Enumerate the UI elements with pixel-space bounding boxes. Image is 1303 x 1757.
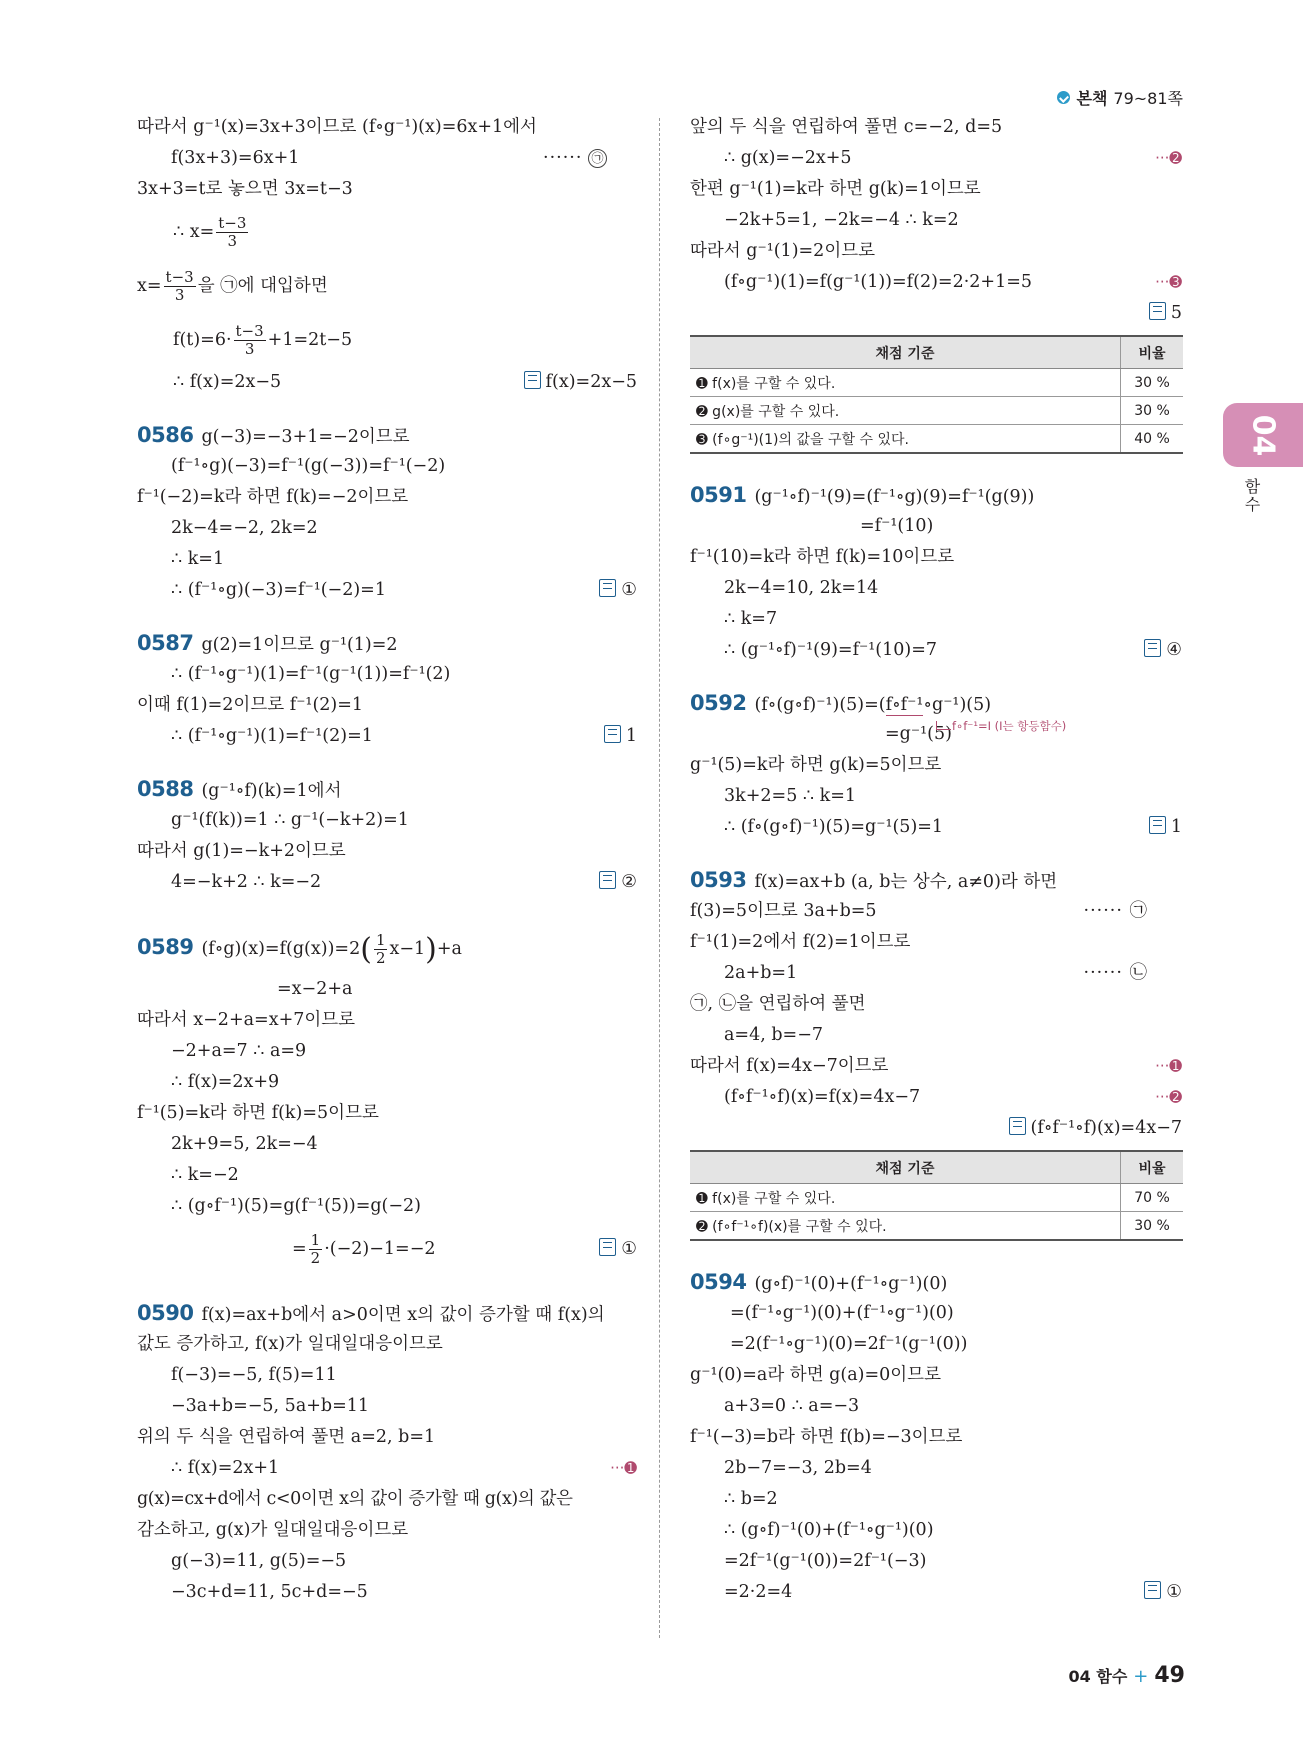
answer: f(x)=2x−5 xyxy=(524,367,637,398)
fraction: $\frac{t-3}{3}$ xyxy=(235,322,264,358)
page-number: 49 xyxy=(1154,1663,1185,1688)
equation-line: 3k+2=5 ∴ k=1 xyxy=(724,786,856,806)
text-line: 3x+3=t로 놓으면 3x=t−3 xyxy=(137,179,353,199)
page-footer xyxy=(1069,1663,1185,1688)
equation-line: g⁻¹(f(k))=1 ∴ g⁻¹(−k+2)=1 xyxy=(171,810,409,830)
text-line: 따라서 g⁻¹(x)=3x+3이므로 (f∘g⁻¹)(x)=6x+1에서 xyxy=(137,117,537,137)
equation-line: = $\frac{1}{2}$ ·(−2)−1=−2 ① xyxy=(137,1222,637,1276)
footer-separator: + xyxy=(1133,1666,1149,1687)
equation-line: ∴ g(x)=−2x+5 ···➋ xyxy=(690,143,1182,174)
annotation: f∘f⁻¹=I (I는 항등함수) xyxy=(952,711,1066,742)
problem-number: 0593 xyxy=(690,868,747,892)
column-divider xyxy=(659,118,660,1638)
text-line: f⁻¹(10)=k라 하면 f(k)=10이므로 xyxy=(690,547,955,567)
step-marker: ···➋ xyxy=(1155,149,1182,167)
answer-icon xyxy=(524,371,541,389)
equation-line: −3a+b=−5, 5a+b=11 xyxy=(171,1396,370,1416)
text-line: 따라서 x−2+a=x+7이므로 xyxy=(137,1010,356,1030)
equation-tag: ······ ㉠ xyxy=(1083,901,1148,921)
fraction: $\frac{1}{2}$ xyxy=(375,931,386,967)
problem-0590: 0590 f(x)=ax+b에서 a>0이면 x의 값이 증가할 때 f(x)의 xyxy=(137,1301,605,1325)
text-line: 이때 f(1)=2이므로 f⁻¹(2)=1 xyxy=(137,695,364,715)
text-line: 감소하고, g(x)가 일대일대응이므로 xyxy=(137,1520,409,1540)
text-line: g(x)=cx+d에서 c<0이면 x의 값이 증가할 때 g(x)의 값은 xyxy=(137,1489,573,1509)
grading-table xyxy=(690,335,1183,454)
equation-line: ∴ (g∘f⁻¹)(5)=g(f⁻¹(5))=g(−2) xyxy=(171,1196,422,1216)
equation-line: f(t)=6· $\frac{t-3}{3}$ +1=2t−5 xyxy=(173,322,353,358)
equation-line: =2(f⁻¹∘g⁻¹)(0)=2f⁻¹(g⁻¹(0)) xyxy=(730,1334,968,1354)
problem-number: 0590 xyxy=(137,1301,194,1325)
problem-0593: 0593 f(x)=ax+b (a, b는 상수, a≠0)라 하면 xyxy=(690,868,1058,892)
text-line: f⁻¹(−2)=k라 하면 f(k)=−2이므로 xyxy=(137,487,409,507)
equation-line: ∴ k=7 xyxy=(724,609,778,629)
equation-line: =(f⁻¹∘g⁻¹)(0)+(f⁻¹∘g⁻¹)(0) xyxy=(730,1303,954,1323)
book-label: 본책 xyxy=(1076,89,1108,108)
problem-number: 0592 xyxy=(690,691,747,715)
fraction: $\frac{t-3}{3}$ xyxy=(165,268,194,304)
problem-number: 0591 xyxy=(690,483,747,507)
chapter-tab-label: 함수 xyxy=(1242,478,1261,514)
text-line: f⁻¹(5)=k라 하면 f(k)=5이므로 xyxy=(137,1103,379,1123)
text-line: x= $\frac{t-3}{3}$ 을 ㉠에 대입하면 xyxy=(137,268,328,304)
equation-line: 2k−4=−2, 2k=2 xyxy=(171,518,318,538)
problem-0586: 0586 g(−3)=−3+1=−2이므로 xyxy=(137,423,410,447)
text-line: 한편 g⁻¹(1)=k라 하면 g(k)=1이므로 xyxy=(690,179,981,199)
equation-line: ∴ k=−2 xyxy=(171,1165,239,1185)
equation-line: (f∘g⁻¹)(1)=f(g⁻¹(1))=f(2)=2·2+1=5 ···➌ xyxy=(690,267,1182,298)
step-marker: ···➊ xyxy=(610,1459,637,1477)
text-line: ㉠, ㉡을 연립하여 풀면 xyxy=(690,994,866,1014)
problem-0591: 0591 (g⁻¹∘f)⁻¹(9)=(f⁻¹∘g)(9)=f⁻¹(g(9)) xyxy=(690,483,1035,507)
equation-line: ∴ f(x)=2x+9 xyxy=(171,1072,280,1092)
problem-0588: 0588 (g⁻¹∘f)(k)=1에서 xyxy=(137,777,342,801)
answer: (f∘f⁻¹∘f)(x)=4x−7 xyxy=(1009,1113,1182,1144)
check-circle-icon xyxy=(1057,91,1070,104)
problem-number: 0586 xyxy=(137,423,194,447)
text-line: f⁻¹(−3)=b라 하면 f(b)=−3이므로 xyxy=(690,1427,963,1447)
grading-table xyxy=(690,1150,1183,1241)
equation-line: ∴ (g⁻¹∘f)⁻¹(9)=f⁻¹(10)=7 ④ xyxy=(690,635,1182,666)
text-line: f⁻¹(1)=2에서 f(2)=1이므로 xyxy=(690,932,911,952)
answer: ④ xyxy=(1144,635,1182,666)
problem-0594: 0594 (g∘f)⁻¹(0)+(f⁻¹∘g⁻¹)(0) xyxy=(690,1270,948,1294)
problem-number: 0588 xyxy=(137,777,194,801)
equation-line: ∴ (g∘f)⁻¹(0)+(f⁻¹∘g⁻¹)(0) xyxy=(724,1520,934,1540)
fraction: $\frac{t-3}{3}$ xyxy=(218,214,247,250)
text-line: 따라서 g⁻¹(1)=2이므로 xyxy=(690,241,876,261)
text-line: 따라서 f(x)=4x−7이므로 ···➊ xyxy=(690,1051,1182,1082)
text-line: g⁻¹(5)=k라 하면 g(k)=5이므로 xyxy=(690,755,942,775)
answer-icon xyxy=(599,1238,616,1256)
equation-line: −2k+5=1, −2k=−4 ∴ k=2 xyxy=(724,210,959,230)
chapter-tab: 04 xyxy=(1223,403,1303,467)
table-header: 채점 기준 xyxy=(690,1151,1121,1184)
answer: ① xyxy=(1144,1577,1182,1608)
table-header: 비율 xyxy=(1121,336,1184,369)
equation-line: 4=−k+2 ∴ k=−2 ② xyxy=(137,867,637,898)
equation-line: ∴ (f⁻¹∘g⁻¹)(1)=f⁻¹(g⁻¹(1))=f⁻¹(2) xyxy=(171,664,451,684)
answer-icon xyxy=(599,579,616,597)
table-row: ➋ g(x)를 구할 수 있다. 30 % xyxy=(690,397,1183,425)
equation-line: ∴ (f⁻¹∘g)(−3)=f⁻¹(−2)=1 ① xyxy=(137,575,637,606)
text-line: 따라서 g(1)=−k+2이므로 xyxy=(137,841,346,861)
right-column xyxy=(690,112,1182,1608)
equation-line: =g⁻¹(5) f∘f⁻¹=I (I는 항등함수) xyxy=(690,719,1182,750)
answer-icon xyxy=(1009,1117,1026,1135)
equation-line: f(3x+3)=6x+1 ······ ㉠ xyxy=(137,143,637,174)
left-column xyxy=(137,112,637,1608)
text-line: 값도 증가하고, f(x)가 일대일대응이므로 xyxy=(137,1334,443,1354)
equation-line: =x−2+a xyxy=(277,979,353,999)
answer-icon xyxy=(599,871,616,889)
equation-line: −2+a=7 ∴ a=9 xyxy=(171,1041,307,1061)
equation-line: ∴ f(x)=2x+1 ···➊ xyxy=(137,1453,637,1484)
equation-line: ∴ (f∘(g∘f)⁻¹)(5)=g⁻¹(5)=1 1 xyxy=(690,812,1182,843)
equation-tag: ······ ㉠ xyxy=(543,143,607,174)
text-line: 위의 두 식을 연립하여 풀면 a=2, b=1 xyxy=(137,1427,436,1447)
table-row: ➌ (f∘g⁻¹)(1)의 값을 구할 수 있다. 40 % xyxy=(690,425,1183,454)
page-range: 79~81쪽 xyxy=(1113,89,1183,108)
problem-0587: 0587 g(2)=1이므로 g⁻¹(1)=2 xyxy=(137,631,398,655)
equation-tag: ······ ㉡ xyxy=(1083,963,1148,983)
answer: ① xyxy=(599,1222,637,1276)
answer: 1 xyxy=(604,721,637,752)
answer-line xyxy=(690,298,1182,329)
step-marker: ···➊ xyxy=(1155,1057,1182,1075)
equation-line: 2k+9=5, 2k=−4 xyxy=(171,1134,318,1154)
table-row: ➋ (f∘f⁻¹∘f)(x)를 구할 수 있다. 30 % xyxy=(690,1212,1183,1241)
step-marker: ···➌ xyxy=(1155,273,1182,291)
equation-line: a+3=0 ∴ a=−3 xyxy=(724,1396,860,1416)
text-line: f(3)=5이므로 3a+b=5 ······ ㉠ xyxy=(690,896,1182,927)
problem-number: 0589 xyxy=(137,935,194,959)
answer: ② xyxy=(599,867,637,898)
problem-number: 0594 xyxy=(690,1270,747,1294)
answer-icon xyxy=(1144,639,1161,657)
step-marker: ···➋ xyxy=(1155,1088,1182,1106)
equation-line: g(−3)=11, g(5)=−5 xyxy=(171,1551,347,1571)
equation-line: =f⁻¹(10) xyxy=(860,516,934,536)
equation-line: ∴ (f⁻¹∘g⁻¹)(1)=f⁻¹(2)=1 1 xyxy=(137,721,637,752)
equation-line: =2·2=4 ① xyxy=(690,1577,1182,1608)
problem-number: 0587 xyxy=(137,631,194,655)
footer-chapter: 04 함수 xyxy=(1068,1667,1128,1686)
equation-line: 2b−7=−3, 2b=4 xyxy=(724,1458,872,1478)
answer: 5 xyxy=(1149,298,1182,329)
equation-line: 2k−4=10, 2k=14 xyxy=(724,578,879,598)
table-row: ➊ f(x)를 구할 수 있다. 70 % xyxy=(690,1184,1183,1212)
answer-icon xyxy=(604,725,621,743)
answer-icon xyxy=(1149,302,1166,320)
answer-line xyxy=(690,1113,1182,1144)
answer-icon xyxy=(1144,1581,1161,1599)
equation-line: (f⁻¹∘g)(−3)=f⁻¹(g(−3))=f⁻¹(−2) xyxy=(171,456,446,476)
equation-line: a=4, b=−7 xyxy=(724,1025,824,1045)
table-header: 채점 기준 xyxy=(690,336,1121,369)
equation-line: =2f⁻¹(g⁻¹(0))=2f⁻¹(−3) xyxy=(724,1551,927,1571)
equation-line: (f∘f⁻¹∘f)(x)=f(x)=4x−7 ···➋ xyxy=(690,1082,1182,1113)
equation-line: −3c+d=11, 5c+d=−5 xyxy=(171,1582,368,1602)
answer: 1 xyxy=(1149,812,1182,843)
table-row: ➊ f(x)를 구할 수 있다. 30 % xyxy=(690,369,1183,397)
table-header: 비율 xyxy=(1121,1151,1184,1184)
page-reference xyxy=(1057,86,1183,109)
equation-line: ∴ k=1 xyxy=(171,549,225,569)
equation-line: f(−3)=−5, f(5)=11 xyxy=(171,1365,337,1385)
equation-line: ∴ b=2 xyxy=(724,1489,778,1509)
text-line: 앞의 두 식을 연립하여 풀면 c=−2, d=5 xyxy=(690,117,1003,137)
equation-line: ∴ x= $\frac{t-3}{3}$ xyxy=(173,214,247,250)
fraction: $\frac{1}{2}$ xyxy=(310,1231,321,1267)
problem-0589: 0589 (f∘g)(x)=f(g(x))=2( $\frac{1}{2}$ x−1)+a xyxy=(137,931,462,967)
answer: ① xyxy=(599,575,637,606)
problem-0592: 0592 (f∘(g∘f)⁻¹)(5)=(f∘f⁻¹∘g⁻¹)(5) xyxy=(690,691,992,715)
equation-line: ∴ f(x)=2x−5 f(x)=2x−5 xyxy=(137,367,637,398)
text-line: g⁻¹(0)=a라 하면 g(a)=0이므로 xyxy=(690,1365,941,1385)
answer-icon xyxy=(1149,816,1166,834)
equation-line: 2a+b=1 ······ ㉡ xyxy=(690,958,1182,989)
